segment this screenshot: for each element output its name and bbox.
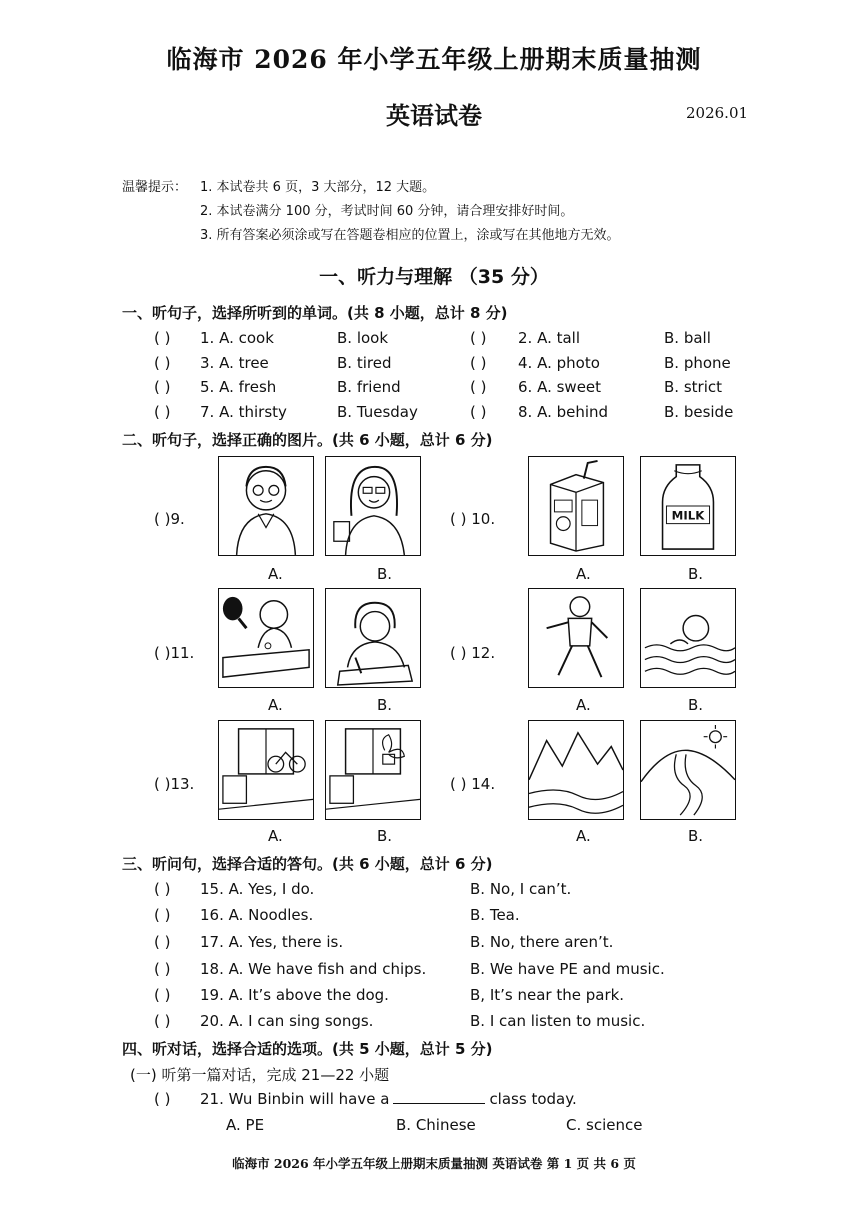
q11-option-a-label: A.	[268, 696, 283, 714]
q13-label: ( )13.	[154, 775, 195, 793]
q9-picture-b	[325, 456, 421, 556]
q10-label: ( ) 10.	[450, 510, 496, 528]
q1-option-a: 1. A. cook	[200, 329, 274, 347]
q14-label: ( ) 14.	[450, 775, 496, 793]
q18-paren: ( )	[154, 960, 171, 978]
q7-option-a: 7. A. thirsty	[200, 403, 287, 421]
q11-option-b-label: B.	[377, 696, 393, 714]
q20-option-a: 20. A. I can sing songs.	[200, 1012, 374, 1030]
part4-subheading: (一) 听第一篇对话，完成 21—22 小题	[130, 1066, 390, 1084]
q8-option-a: 8. A. behind	[518, 403, 609, 421]
q16-paren: ( )	[154, 906, 171, 924]
q21-option-c: C. science	[566, 1116, 643, 1134]
q17-option-a: 17. A. Yes, there is.	[200, 933, 344, 951]
page-title: 临海市 2026 年小学五年级上册期末质量抽测	[166, 45, 702, 74]
q16-option-a: 16. A. Noodles.	[200, 906, 314, 924]
q9-option-b-label: B.	[377, 565, 393, 583]
q14-picture-b	[640, 720, 736, 820]
q18-option-a: 18. A. We have fish and chips.	[200, 960, 427, 978]
room-with-bike-image	[219, 721, 313, 819]
section-title: 一、听力与理解 （35 分）	[319, 266, 549, 288]
q13-option-b-label: B.	[377, 827, 393, 845]
q21-question-post: class today.	[489, 1090, 577, 1108]
q10-picture-a	[528, 456, 624, 556]
q15-option-b: B. No, I can’t.	[470, 880, 572, 898]
room-with-plant-image	[326, 721, 420, 819]
table-tennis-image	[219, 589, 313, 687]
q3-option-b: B. tired	[337, 354, 392, 372]
q12-picture-b	[640, 588, 736, 688]
q11-label: ( )11.	[154, 644, 195, 662]
q21-question-pre: 21. Wu Binbin will have a	[200, 1090, 390, 1108]
q8-option-b: B. beside	[664, 403, 734, 421]
q12-label: ( ) 12.	[450, 644, 496, 662]
q18-option-b: B. We have PE and music.	[470, 960, 665, 978]
q12-option-a-label: A.	[576, 696, 591, 714]
q19-option-b: B, It’s near the park.	[470, 986, 625, 1004]
q21-option-a: A. PE	[226, 1116, 265, 1134]
tip-line-3: 3. 所有答案必须涂或写在答题卷相应的位置上，涂或写在其他地方无效。	[200, 228, 620, 243]
tip-line-1: 1. 本试卷共 6 页，3 大部分，12 大题。	[200, 180, 436, 195]
q17-paren: ( )	[154, 933, 171, 951]
q10-option-a-label: A.	[576, 565, 591, 583]
q4-paren: ( )	[470, 354, 487, 372]
q21-question	[200, 1090, 577, 1108]
part2-heading: 二、听句子，选择正确的图片。(共 6 小题，总计 6 分)	[122, 431, 493, 449]
grandmother-image	[219, 457, 313, 555]
milk-label-text: MILK	[671, 508, 705, 523]
tips-label: 温馨提示：	[122, 180, 188, 195]
q14-picture-a	[528, 720, 624, 820]
q7-paren: ( )	[154, 403, 171, 421]
q17-option-b: B. No, there aren’t.	[470, 933, 614, 951]
q10-option-b-label: B.	[688, 565, 704, 583]
q8-paren: ( )	[470, 403, 487, 421]
q21-option-b: B. Chinese	[396, 1116, 476, 1134]
q3-paren: ( )	[154, 354, 171, 372]
tip-line-2: 2. 本试卷满分 100 分，考试时间 60 分钟，请合理安排好时间。	[200, 204, 574, 219]
q5-option-a: 5. A. fresh	[200, 378, 277, 396]
q12-picture-a	[528, 588, 624, 688]
q1-option-b: B. look	[337, 329, 389, 347]
q6-option-b: B. strict	[664, 378, 722, 396]
kung-fu-boy-image	[529, 589, 623, 687]
q14-option-a-label: A.	[576, 827, 591, 845]
page-subtitle: 英语试卷	[386, 102, 482, 130]
part3-heading: 三、听问句，选择合适的答句。(共 6 小题，总计 6 分)	[122, 855, 493, 873]
q9-label: ( )9.	[154, 510, 185, 528]
q20-paren: ( )	[154, 1012, 171, 1030]
part1-heading: 一、听句子，选择所听到的单词。(共 8 小题，总计 8 分)	[122, 304, 508, 322]
q11-picture-a	[218, 588, 314, 688]
part4-heading: 四、听对话，选择合适的选项。(共 5 小题，总计 5 分)	[122, 1040, 493, 1058]
q19-option-a: 19. A. It’s above the dog.	[200, 986, 389, 1004]
exam-date: 2026.01	[686, 104, 749, 122]
q2-paren: ( )	[470, 329, 487, 347]
q14-option-b-label: B.	[688, 827, 704, 845]
teacher-image	[326, 457, 420, 555]
juice-box-image	[529, 457, 623, 555]
mountains-image	[529, 721, 623, 819]
writing-girl-image	[326, 589, 420, 687]
q21-blank	[393, 1103, 485, 1104]
hill-and-river-image	[641, 721, 735, 819]
q19-paren: ( )	[154, 986, 171, 1004]
q6-option-a: 6. A. sweet	[518, 378, 602, 396]
milk-bottle-image	[641, 457, 735, 555]
q13-picture-b	[325, 720, 421, 820]
q13-option-a-label: A.	[268, 827, 283, 845]
q3-option-a: 3. A. tree	[200, 354, 269, 372]
q7-option-b: B. Tuesday	[337, 403, 418, 421]
q10-picture-b	[640, 456, 736, 556]
q9-picture-a	[218, 456, 314, 556]
page-footer: 临海市 2026 年小学五年级上册期末质量抽测 英语试卷 第 1 页 共 6 页	[232, 1156, 636, 1171]
q1-paren: ( )	[154, 329, 171, 347]
q21-paren: ( )	[154, 1090, 171, 1108]
q11-picture-b	[325, 588, 421, 688]
q20-option-b: B. I can listen to music.	[470, 1012, 646, 1030]
q2-option-b: B. ball	[664, 329, 711, 347]
q6-paren: ( )	[470, 378, 487, 396]
q5-paren: ( )	[154, 378, 171, 396]
q4-option-b: B. phone	[664, 354, 731, 372]
q15-option-a: 15. A. Yes, I do.	[200, 880, 315, 898]
q9-option-a-label: A.	[268, 565, 283, 583]
q4-option-a: 4. A. photo	[518, 354, 600, 372]
q12-option-b-label: B.	[688, 696, 704, 714]
q2-option-a: 2. A. tall	[518, 329, 581, 347]
swimming-boy-image	[641, 589, 735, 687]
q13-picture-a	[218, 720, 314, 820]
q16-option-b: B. Tea.	[470, 906, 520, 924]
q5-option-b: B. friend	[337, 378, 401, 396]
q15-paren: ( )	[154, 880, 171, 898]
